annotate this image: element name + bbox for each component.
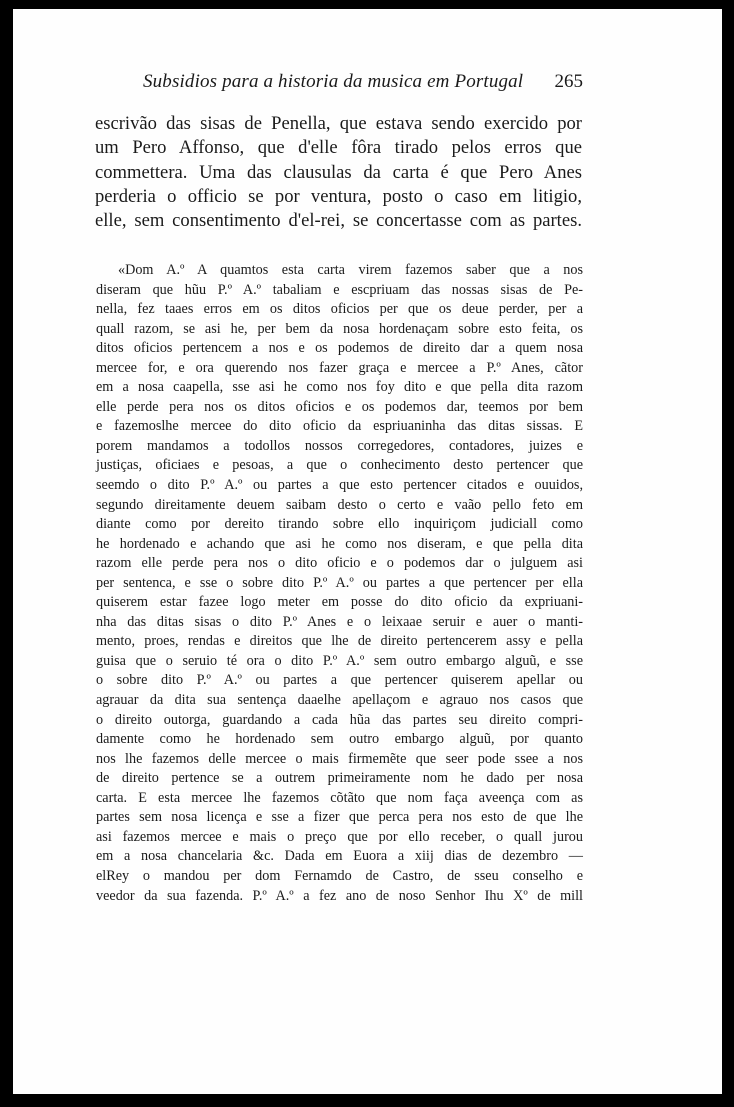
quote-line: quiserem estar fazee logo meter em posse do dito oficio da expriuani- — [96, 594, 583, 611]
quote-line: mercee for, e ora querendo nos fazer graça e mercee a P.º Anes, cãtor — [96, 359, 583, 376]
quote-line: em a nosa chancelaria &c. Dada em Euora a xiij dias de dezembro — — [96, 848, 583, 865]
page-number: 265 — [554, 71, 583, 92]
page-header — [143, 71, 583, 97]
quote-line: carta. E esta mercee lhe fazemos cõtãto que nom faça aveença com as — [96, 789, 583, 806]
intro-line: um Pero Affonso, que d'elle fôra tirado pelos erros que — [95, 137, 582, 159]
book-page — [13, 9, 722, 1094]
quote-line: nos lhe fazemos delle mercee o mais firmemẽte que seer pode ssee a nos — [96, 750, 583, 767]
quote-line: e fazemoslhe mercee do dito oficio da espriuaninha das ditas sissas. E — [96, 418, 583, 435]
quote-line: o direito outorga, guardando a cada hũa das partes seu direito compri- — [96, 711, 583, 728]
quote-line: mento, proes, rendas e direitos que lhe de direito pertencerem assy e pella — [96, 633, 583, 650]
quote-line: nha das ditas sisas o dito P.º Anes e o leixaae seruir e auer o manti- — [96, 613, 583, 630]
quote-line: o sobre dito P.º A.º ou partes a que pertencer quiserem apellar ou — [96, 672, 583, 689]
quote-line: diante como por dereito tirando sobre ello inquiriçom judiciall como — [96, 516, 583, 533]
intro-line: perderia o officio se por ventura, posto o caso em litigio, — [95, 185, 582, 207]
intro-paragraph — [95, 112, 582, 233]
quoted-charter — [96, 261, 583, 906]
quote-line: em a nosa caapella, sse asi he como nos foy dito e que pella dita razom — [96, 379, 583, 396]
quote-line: razom elle perde pera nos o dito oficio e o podemos dar o julguem asi — [96, 555, 583, 572]
quote-line: «Dom A.º A quamtos esta carta virem fazemos saber que a nos — [118, 262, 583, 278]
quote-line: nella, fez taaes erros em os ditos oficios per que os deue perder, per a — [96, 301, 583, 318]
intro-line: escrivão das sisas de Penella, que estava sendo exercido por — [95, 113, 582, 134]
quote-line: asi fazemos mercee e mais o preço que por ello receber, o quall jurou — [96, 828, 583, 845]
quote-line: seemdo o dito P.º A.º ou partes a que esto pertencer citados e ouuidos, — [96, 477, 583, 494]
quote-line: de direito pertence se a outrem primeiramente nom he dado per nosa — [96, 770, 583, 787]
quote-line: partes sem nosa licença e sse a fizer que perca pera nos esto de que lhe — [96, 809, 583, 826]
quote-line: veedor da sua fazenda. P.º A.º a fez ano de noso Senhor Ihu Xº de mill — [96, 887, 583, 904]
quote-line: quall razom, se asi he, per bem da nosa hordenaçam sobre esto feita, os — [96, 320, 583, 337]
quote-line: segundo direitamente deuem saibam desto o certo e vaão pello feto em — [96, 496, 583, 513]
running-title: Subsidios para a historia da musica em Portugal — [143, 71, 524, 92]
quote-line: agrauar da dita sua sentença daaelhe apellaçom e agrauo nos casos que — [96, 692, 583, 709]
quote-line: ditos oficios pertencem a nos e os podemos de direito dar a quem nosa — [96, 340, 583, 357]
quote-line: elle perde pera nos os ditos oficios e os podemos dar, teemos por bem — [96, 398, 583, 415]
quote-line: per sentenca, e sse o sobre dito P.º A.º ou partes a que pertencer per ella — [96, 574, 583, 591]
quote-line: elRey o mandou per dom Fernamdo de Castro, de sseu conselho e — [96, 867, 583, 884]
quote-line: diseram que hũu P.º A.º tabaliam e escpriuam das nossas sisas de Pe- — [96, 281, 583, 298]
quote-line: justiças, oficiaes e pesoas, a que o conhecimento desto pertencer que — [96, 457, 583, 474]
quote-line: porem mandamos a todollos nossos corregedores, contadores, juizes e — [96, 437, 583, 454]
quote-line: guisa que o seruio té ora o dito P.º A.º sem outro embargo alguũ, e sse — [96, 652, 583, 669]
quote-line: damente como he hordenado sem outro embargo alguũ, por quanto — [96, 731, 583, 748]
intro-line: elle, sem consentimento d'el-rei, se concertasse com as partes. — [95, 210, 582, 232]
intro-line: commettera. Uma das clausulas da carta é que Pero Anes — [95, 161, 582, 183]
quote-line: he hordenado e achando que asi he como nos diseram, e que pella dita — [96, 535, 583, 552]
